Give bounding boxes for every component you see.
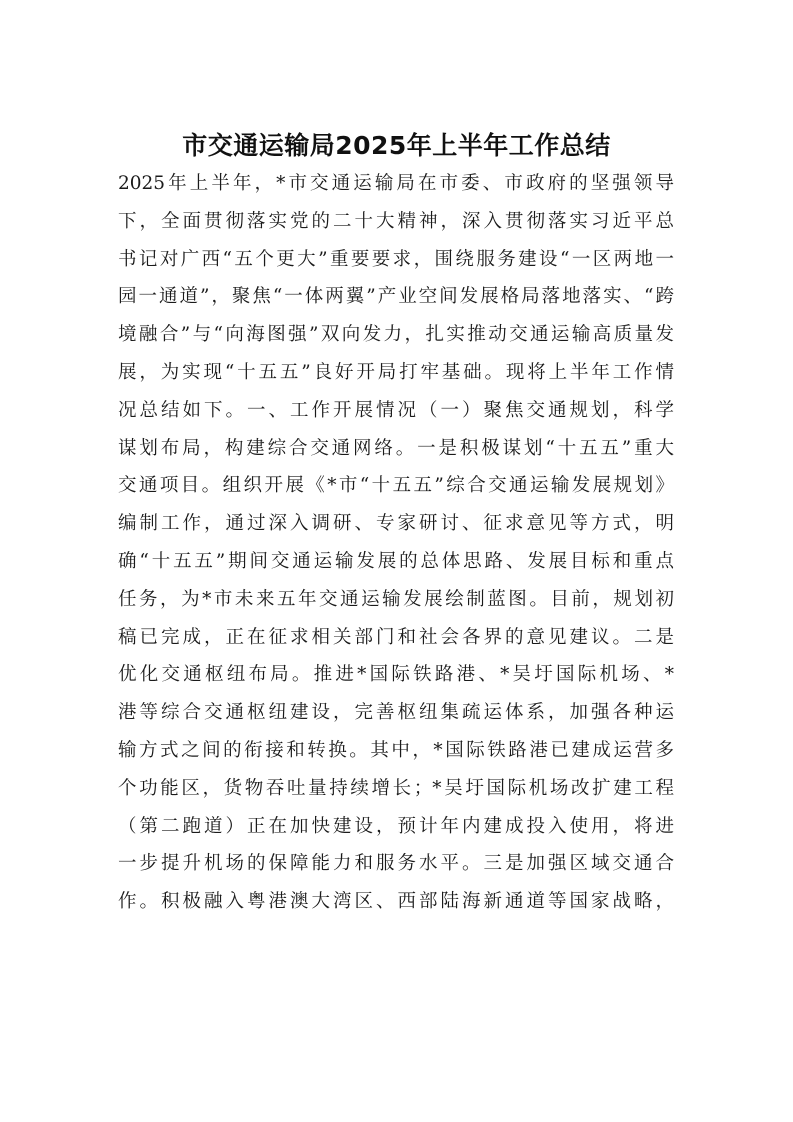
body-line: 输方式之间的衔接和转换。其中，*国际铁路港已建成运营多 (118, 739, 674, 761)
body-line: 2025年上半年，*市交通运输局在市委、市政府的坚强领导 (118, 173, 674, 194)
body-line: 作。积极融入粤港澳大湾区、西部陆海新通道等国家战略， (118, 891, 674, 913)
body-line: 谋划布局，构建综合交通网络。一是积极谋划“十五五”重大 (118, 437, 674, 459)
body-line: 一步提升机场的保障能力和服务水平。三是加强区域交通合 (118, 853, 674, 875)
body-line: 稿已完成，正在征求相关部门和社会各界的意见建议。二是 (118, 626, 674, 648)
document-body (118, 165, 674, 921)
body-line: 况总结如下。一、工作开展情况（一）聚焦交通规划，科学 (118, 399, 674, 421)
body-line: 下，全面贯彻落实党的二十大精神，深入贯彻落实习近平总 (118, 210, 674, 232)
body-line: 确“十五五”期间交通运输发展的总体思路、发展目标和重点 (118, 550, 674, 572)
document-title: 市交通运输局2025年上半年工作总结 (182, 131, 611, 160)
body-line: 个功能区，货物吞吐量持续增长；*吴圩国际机场改扩建工程 (118, 777, 674, 799)
body-line: 优化交通枢纽布局。推进*国际铁路港、*吴圩国际机场、* (118, 664, 674, 686)
body-line: 任务，为*市未来五年交通运输发展绘制蓝图。目前，规划初 (118, 588, 674, 610)
body-line: 境融合”与“向海图强”双向发力，扎实推动交通运输高质量发 (118, 324, 674, 346)
body-line: 书记对广西“五个更大”重要要求，围绕服务建设“一区两地一 (118, 248, 674, 270)
body-line: 编制工作，通过深入调研、专家研讨、征求意见等方式，明 (118, 513, 674, 535)
body-line: 园一通道”，聚焦“一体两翼”产业空间发展格局落地落实、“跨 (118, 286, 674, 308)
body-line: 交通项目。组织开展《*市“十五五”综合交通运输发展规划》 (118, 475, 674, 497)
body-line: 展，为实现“十五五”良好开局打牢基础。现将上半年工作情 (118, 361, 674, 383)
body-line: 港等综合交通枢纽建设，完善枢纽集疏运体系，加强各种运 (118, 702, 674, 724)
body-line: （第二跑道）正在加快建设，预计年内建成投入使用，将进 (118, 815, 674, 837)
